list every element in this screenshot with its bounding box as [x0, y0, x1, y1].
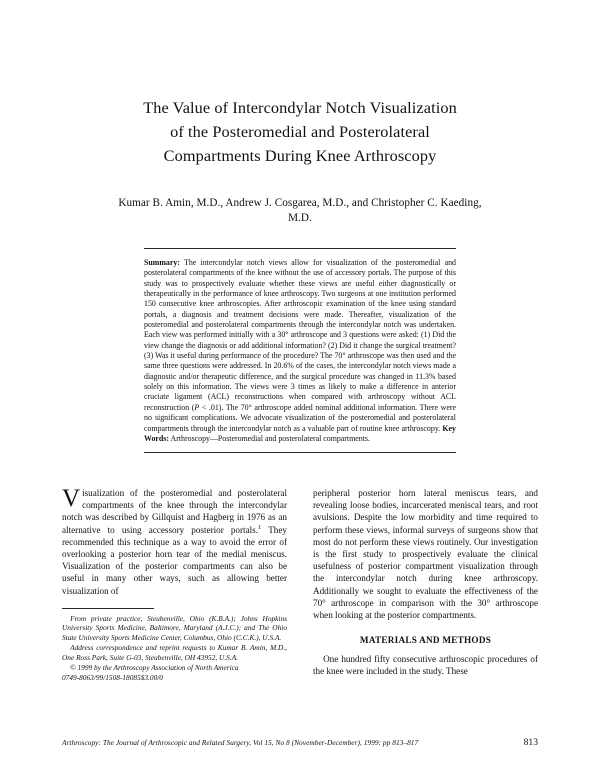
abstract-p-symbol: P [194, 402, 200, 412]
footer-page-number: 813 [523, 737, 538, 748]
column-right [313, 487, 538, 678]
intro-paragraph-text-continued: They recommended this technique as a way to avoid the error of overlooking a posterior horn tear of the medial meniscus. Visualization of the posterior compartments can also be useful in many other ways, such as allowing better visualization of [62, 524, 287, 596]
page-title [78, 96, 522, 168]
citation-marker-1: 1 [257, 523, 262, 531]
title-line-3: Compartments During Knee Arthroscopy [163, 146, 437, 165]
intro-paragraph [62, 487, 287, 597]
keywords-text: Arthroscopy—Posteromedial and posterolateral compartments. [169, 433, 370, 443]
column-left [62, 487, 287, 597]
footnote-rule [62, 608, 154, 609]
author-list: Kumar B. Amin, M.D., Andrew J. Cosgarea, M.D., and Christopher C. Kaeding, M.D. [118, 197, 482, 224]
keywords-label: Key Words: [144, 423, 456, 443]
title-block [0, 0, 600, 226]
abstract-block [144, 248, 456, 453]
materials-and-methods-paragraph: One hundred fifty consecutive arthroscopic procedures of the knee were included in the study. These [313, 654, 538, 677]
intro-paragraph-text: isualization of the posteromedial and posterolateral compartments of the knee through the intercondylar notch was described by Gillquist and Hagberg in 1976 as an alternative to using accessory posterior portals. [62, 488, 287, 535]
section-heading-materials-and-methods: MATERIALS AND METHODS [359, 635, 492, 646]
title-line-2: of the Posteromedial and Posterolateral [170, 122, 430, 141]
intro-paragraph-continued: peripheral posterior horn lateral meniscus tears, and revealing loose bodies, incarcerated meniscal tears, and root avulsions. Despite the low morbidity and time required to perform these views, informal surveys of surgeons show that most do not perform these views routinely. Our investigation is the first study to prospectively evaluate the clinical usefulness of posterior compartment visualization through the intercondylar notch during knee arthroscopy. Additionally we sought to evaluate the effectiveness of the 70° arthroscope in comparison with the 30° arthroscope when looking at the posterior compartments. [313, 488, 538, 621]
abstract-bottom-rule [144, 452, 456, 453]
footer-citation: Arthroscopy: The Journal of Arthroscopic and Related Surgery, Vol 15, No 8 (November-December), 1999: pp 813–817 [62, 738, 419, 747]
abstract-text [144, 249, 456, 452]
footnote-block [62, 608, 287, 683]
footnote-affiliation: From private practice, Steubenville, Ohio (K.B.A.); Johns Hopkins University Sports Medicine, Baltimore, Maryland (A.J.C.); and The Ohio State University Sports Medicine Center, Columbus, Ohio (C.C.K.), U.S.A. [62, 614, 287, 642]
footnote-copyright: © 1999 by the Arthroscopy Association of North America [70, 663, 239, 673]
footnote-issn: 0749-8063/99/1508-18085$3.00/0 [62, 673, 163, 683]
footnote-correspondence: Address correspondence and reprint requests to Kumar B. Amin, M.D., One Ross Park, Suite G-03, Steubenville, OH 43952, U.S.A. [62, 643, 287, 662]
drop-cap: V [62, 485, 81, 512]
abstract-body-continued: < .01). The 70° arthroscope added nominal additional information. There were no significant complications. We advocate visualization of the posteromedial and posterolateral compartments through the intercondylar notch as a valuable part of routine knee arthroscopy. [144, 402, 456, 433]
abstract-body: The intercondylar notch views allow for visualization of the posteromedial and posterolateral compartments of the knee without the use of accessory portals. The purpose of this study was to prospectively evaluate whether these views are useful either diagnostically or therapeutically in the performance of knee arthroscopy. Two surgeons at one institution performed 150 consecutive knee arthroscopies. After arthroscopic examination of the knee using standard portals, a diagnosis and treatment decisions were made. Thereafter, visualization of the posteromedial and posterolateral compartments through the intercondylar notch was undertaken. Each view was performed initially with a 30° arthroscope and 3 questions were asked: (1) Did the view change the diagnosis or add additional information? (2) Did it change the surgical treatment? (3) Was it useful during performance of the procedure? The 70° arthroscope was then used and the same three questions were addressed. In 20.6% of the cases, the intercondylar notch views made a diagnostic and/or therapeutic difference, and the surgical procedure was changed in 11.3% based solely on this information. The views were 3 times as likely to make a difference in anterior cruciate ligament (ACL) reconstructions when compared with arthroscopy without ACL reconstruction ( [144, 258, 456, 412]
abstract-label: Summary: [144, 258, 180, 267]
title-line-1: The Value of Intercondylar Notch Visualization [143, 98, 457, 117]
page-footer [62, 737, 538, 748]
